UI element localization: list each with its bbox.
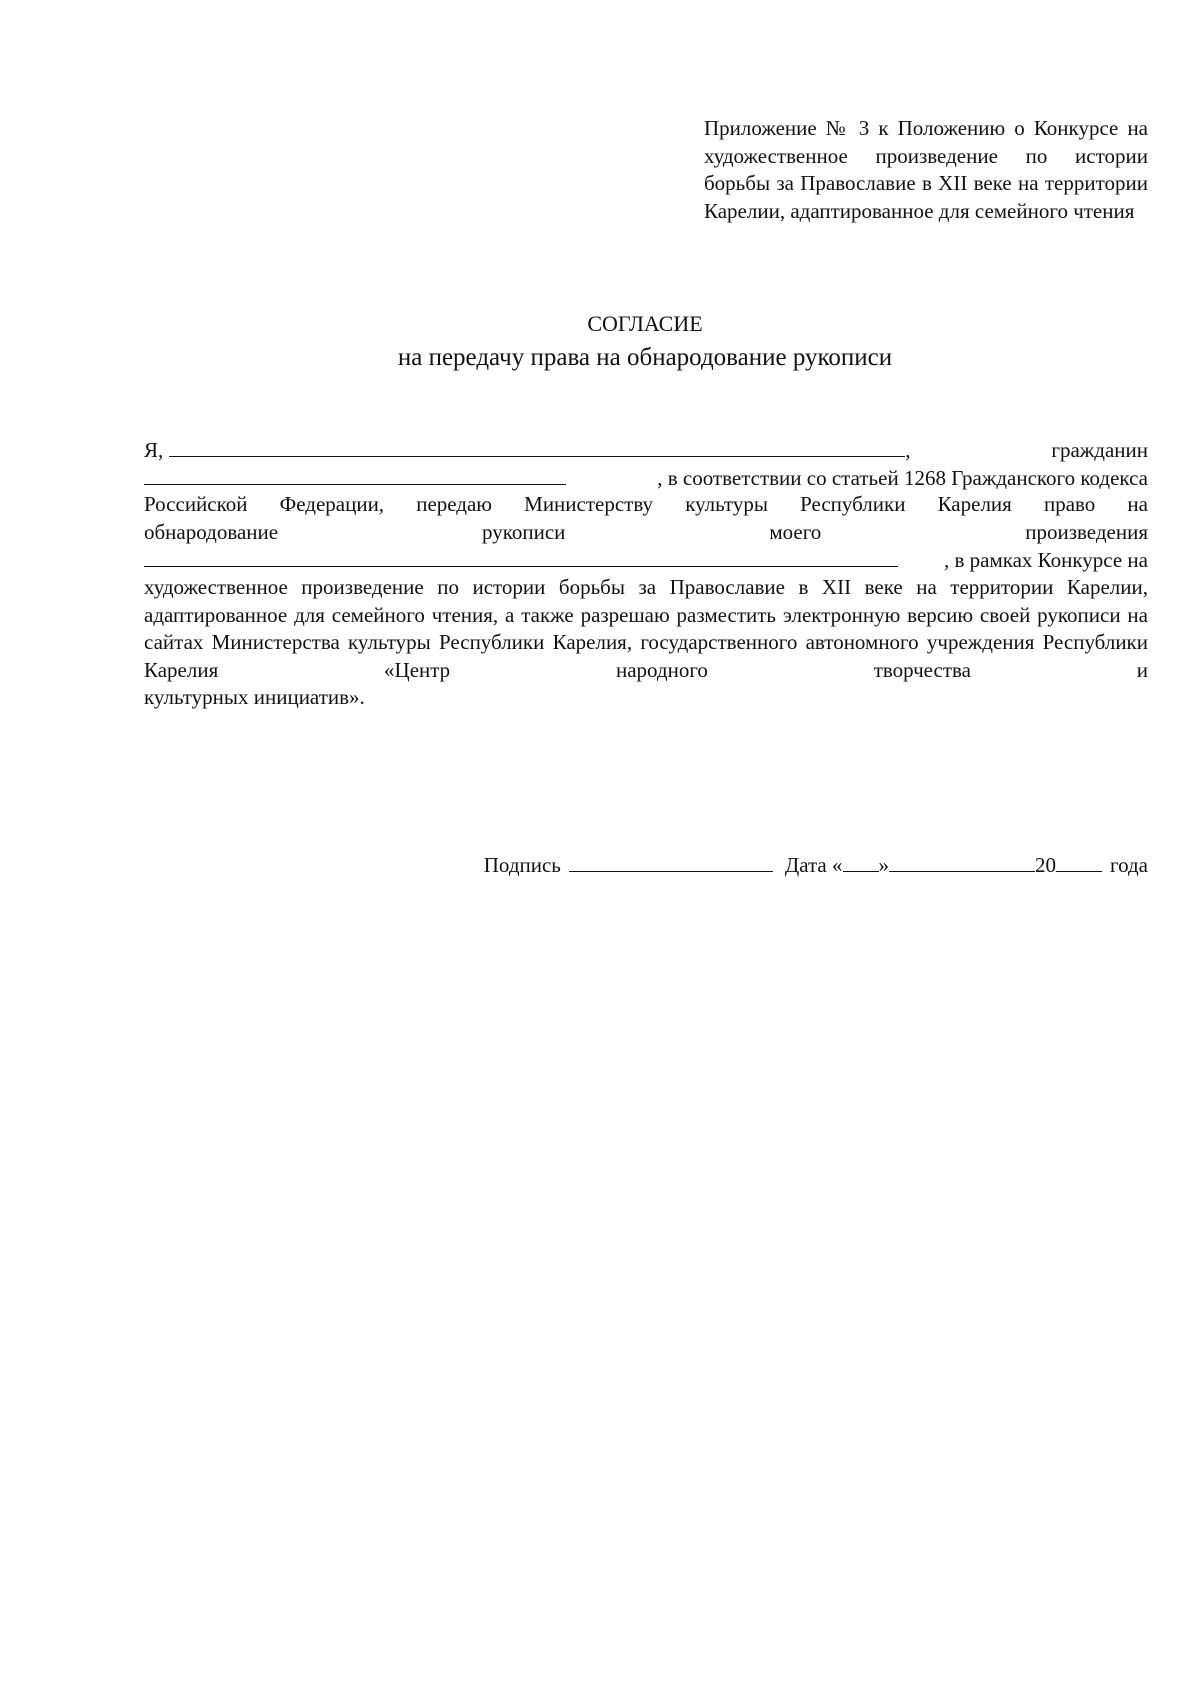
body-line-3: Российской Федерации, передаю Министерству культуры Республики Карелия право на (144, 492, 1148, 517)
day-blank[interactable] (843, 851, 879, 872)
body-line-5 (144, 546, 1148, 574)
pronoun-text: Я, (144, 438, 164, 462)
appendix-note: Приложение № 3 к Положению о Конкурсе на художественное произведение по истории борьбы за Православие в XII веке на территории Карелии, адаптированное для семейного чтения (704, 116, 1148, 223)
line4-word-1: обнародование (144, 519, 279, 544)
citizen-text: гражданин (1051, 438, 1148, 462)
line4-word-2: рукописи (482, 519, 566, 544)
signature-blank[interactable] (569, 851, 773, 872)
document-subtitle: на передачу права на обнародование рукописи (397, 344, 893, 371)
citizenship-blank[interactable] (144, 464, 566, 485)
consent-paragraph: художественное произведение по истории борьбы за Православие в XII веке на территории Карелии, адаптированное для семейного чтения, а также разрешаю разместить электронную версию своей рукописи на сайтах Министерства культуры Республики Карелия, государственного автономного учреждения Республики Карелия «Центр народного творчества и (144, 574, 1148, 682)
contest-reference-text: , в рамках Конкурсе на (943, 548, 1148, 573)
month-blank[interactable] (889, 851, 1035, 872)
line4-word-3: моего (769, 519, 822, 544)
work-title-blank[interactable] (144, 546, 898, 567)
date-label: Дата « (784, 853, 843, 877)
article-reference-text: , в соответствии со статьей 1268 Гражданского кодекса (657, 465, 1148, 490)
year-prefix: 20 (1035, 853, 1056, 877)
year-blank[interactable] (1056, 851, 1102, 872)
year-suffix: года (1110, 853, 1148, 877)
signature-row (440, 851, 1148, 879)
date-close-quote: » (878, 853, 889, 877)
document-title: СОГЛАСИЕ (587, 311, 703, 336)
line4-word-4: произведения (1025, 519, 1148, 544)
body-line-1 (144, 436, 1148, 464)
body-line-4 (144, 519, 1148, 547)
full-name-blank[interactable] (169, 436, 905, 457)
consent-body (144, 436, 1148, 712)
signature-label: Подпись (483, 853, 561, 877)
body-line-2 (144, 464, 1148, 492)
consent-paragraph-end: культурных инициатив». (144, 685, 365, 710)
comma-text: , (905, 438, 911, 462)
